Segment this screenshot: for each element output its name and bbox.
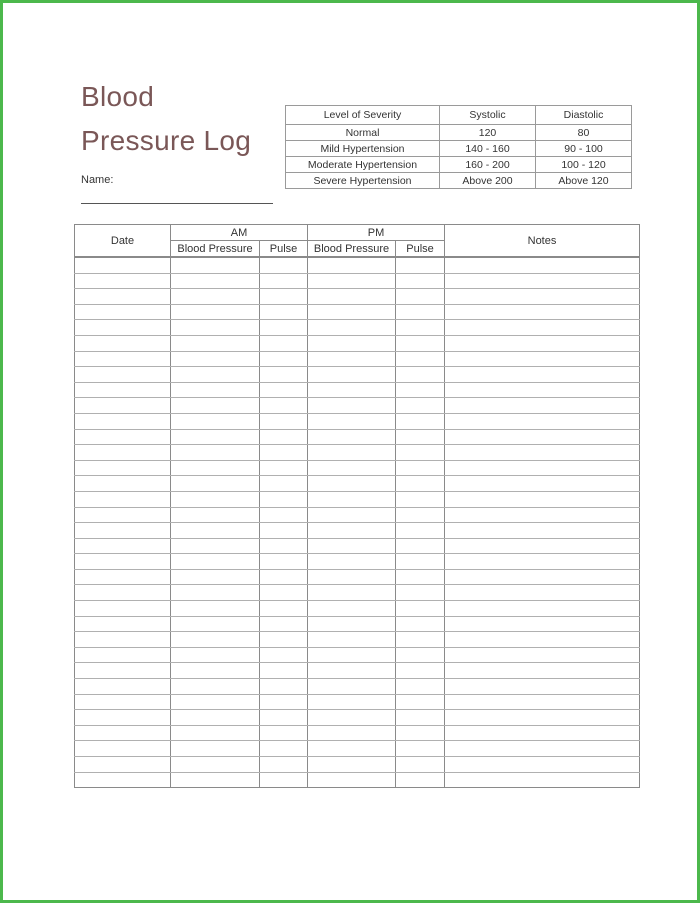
log-header-pm-pulse: Pulse bbox=[396, 241, 445, 258]
severity-row bbox=[286, 157, 632, 173]
log-cell-am-bp[interactable] bbox=[171, 476, 260, 492]
log-cell-date[interactable] bbox=[75, 413, 171, 429]
log-row bbox=[75, 694, 640, 710]
log-cell-date[interactable] bbox=[75, 445, 171, 461]
log-cell-pm-pulse[interactable] bbox=[396, 679, 445, 695]
log-cell-date[interactable] bbox=[75, 257, 171, 273]
log-cell-am-bp[interactable] bbox=[171, 320, 260, 336]
log-cell-pm-pulse[interactable] bbox=[396, 523, 445, 539]
log-cell-notes[interactable] bbox=[445, 679, 640, 695]
log-cell-am-pulse[interactable] bbox=[260, 601, 308, 617]
severity-systolic: 120 bbox=[440, 125, 536, 141]
log-header-am: AM bbox=[171, 225, 308, 241]
log-row bbox=[75, 367, 640, 383]
log-row bbox=[75, 382, 640, 398]
log-cell-am-pulse[interactable] bbox=[260, 289, 308, 305]
log-cell-am-bp[interactable] bbox=[171, 569, 260, 585]
log-cell-pm-bp[interactable] bbox=[308, 398, 396, 414]
name-field-line[interactable] bbox=[81, 203, 273, 204]
log-cell-pm-bp[interactable] bbox=[308, 725, 396, 741]
log-cell-pm-bp[interactable] bbox=[308, 507, 396, 523]
log-cell-pm-bp[interactable] bbox=[308, 741, 396, 757]
severity-diastolic: Above 120 bbox=[536, 173, 632, 189]
log-cell-pm-pulse[interactable] bbox=[396, 320, 445, 336]
severity-header-systolic: Systolic bbox=[440, 106, 536, 125]
log-row bbox=[75, 429, 640, 445]
log-cell-pm-pulse[interactable] bbox=[396, 538, 445, 554]
severity-systolic: 160 - 200 bbox=[440, 157, 536, 173]
log-header-pm: PM bbox=[308, 225, 445, 241]
log-cell-date[interactable] bbox=[75, 476, 171, 492]
log-cell-am-bp[interactable] bbox=[171, 538, 260, 554]
log-cell-notes[interactable] bbox=[445, 320, 640, 336]
log-cell-pm-pulse[interactable] bbox=[396, 273, 445, 289]
log-cell-notes[interactable] bbox=[445, 554, 640, 570]
log-cell-am-pulse[interactable] bbox=[260, 632, 308, 648]
log-cell-notes[interactable] bbox=[445, 741, 640, 757]
log-cell-date[interactable] bbox=[75, 679, 171, 695]
log-cell-notes[interactable] bbox=[445, 413, 640, 429]
severity-row bbox=[286, 141, 632, 157]
log-cell-notes[interactable] bbox=[445, 538, 640, 554]
log-cell-pm-bp[interactable] bbox=[308, 382, 396, 398]
log-cell-pm-pulse[interactable] bbox=[396, 741, 445, 757]
severity-row bbox=[286, 125, 632, 141]
log-row bbox=[75, 772, 640, 788]
log-cell-am-pulse[interactable] bbox=[260, 367, 308, 383]
log-header-notes: Notes bbox=[445, 225, 640, 258]
log-cell-pm-pulse[interactable] bbox=[396, 725, 445, 741]
log-cell-notes[interactable] bbox=[445, 273, 640, 289]
log-cell-am-bp[interactable] bbox=[171, 507, 260, 523]
severity-header-row bbox=[286, 106, 632, 125]
log-row bbox=[75, 351, 640, 367]
log-cell-pm-pulse[interactable] bbox=[396, 647, 445, 663]
log-cell-am-pulse[interactable] bbox=[260, 694, 308, 710]
severity-level: Moderate Hypertension bbox=[286, 157, 440, 173]
log-cell-am-pulse[interactable] bbox=[260, 257, 308, 273]
log-cell-pm-pulse[interactable] bbox=[396, 289, 445, 305]
log-cell-pm-bp[interactable] bbox=[308, 320, 396, 336]
log-cell-pm-pulse[interactable] bbox=[396, 601, 445, 617]
log-cell-pm-pulse[interactable] bbox=[396, 429, 445, 445]
log-cell-date[interactable] bbox=[75, 569, 171, 585]
log-cell-pm-pulse[interactable] bbox=[396, 257, 445, 273]
log-cell-am-pulse[interactable] bbox=[260, 429, 308, 445]
log-cell-pm-bp[interactable] bbox=[308, 538, 396, 554]
log-cell-pm-pulse[interactable] bbox=[396, 398, 445, 414]
log-cell-pm-bp[interactable] bbox=[308, 663, 396, 679]
log-cell-pm-bp[interactable] bbox=[308, 757, 396, 773]
log-cell-pm-pulse[interactable] bbox=[396, 554, 445, 570]
log-row bbox=[75, 601, 640, 617]
log-cell-pm-pulse[interactable] bbox=[396, 569, 445, 585]
log-cell-notes[interactable] bbox=[445, 569, 640, 585]
log-cell-notes[interactable] bbox=[445, 647, 640, 663]
name-label: Name: bbox=[81, 174, 114, 186]
log-cell-pm-pulse[interactable] bbox=[396, 367, 445, 383]
log-cell-pm-pulse[interactable] bbox=[396, 382, 445, 398]
log-cell-am-pulse[interactable] bbox=[260, 382, 308, 398]
log-row bbox=[75, 663, 640, 679]
log-cell-pm-bp[interactable] bbox=[308, 616, 396, 632]
log-cell-am-bp[interactable] bbox=[171, 460, 260, 476]
title-line-1: Blood bbox=[81, 81, 155, 112]
log-cell-am-pulse[interactable] bbox=[260, 710, 308, 726]
log-cell-am-bp[interactable] bbox=[171, 679, 260, 695]
log-header-am-bp: Blood Pressure bbox=[171, 241, 260, 258]
log-cell-am-pulse[interactable] bbox=[260, 320, 308, 336]
log-cell-date[interactable] bbox=[75, 585, 171, 601]
log-cell-date[interactable] bbox=[75, 491, 171, 507]
log-cell-pm-bp[interactable] bbox=[308, 632, 396, 648]
severity-systolic: Above 200 bbox=[440, 173, 536, 189]
log-cell-am-pulse[interactable] bbox=[260, 616, 308, 632]
log-cell-pm-pulse[interactable] bbox=[396, 632, 445, 648]
log-cell-am-pulse[interactable] bbox=[260, 460, 308, 476]
log-cell-notes[interactable] bbox=[445, 367, 640, 383]
log-row bbox=[75, 647, 640, 663]
log-cell-pm-pulse[interactable] bbox=[396, 710, 445, 726]
log-cell-am-pulse[interactable] bbox=[260, 585, 308, 601]
log-cell-am-bp[interactable] bbox=[171, 647, 260, 663]
log-row bbox=[75, 725, 640, 741]
log-cell-pm-bp[interactable] bbox=[308, 585, 396, 601]
log-cell-notes[interactable] bbox=[445, 523, 640, 539]
log-cell-am-bp[interactable] bbox=[171, 398, 260, 414]
log-header-date: Date bbox=[75, 225, 171, 258]
log-cell-notes[interactable] bbox=[445, 382, 640, 398]
log-cell-pm-pulse[interactable] bbox=[396, 507, 445, 523]
log-cell-am-pulse[interactable] bbox=[260, 679, 308, 695]
log-cell-am-bp[interactable] bbox=[171, 257, 260, 273]
log-cell-pm-pulse[interactable] bbox=[396, 694, 445, 710]
log-cell-date[interactable] bbox=[75, 616, 171, 632]
log-cell-am-pulse[interactable] bbox=[260, 647, 308, 663]
log-row bbox=[75, 289, 640, 305]
log-cell-notes[interactable] bbox=[445, 663, 640, 679]
log-cell-pm-pulse[interactable] bbox=[396, 616, 445, 632]
log-cell-pm-pulse[interactable] bbox=[396, 757, 445, 773]
log-cell-notes[interactable] bbox=[445, 476, 640, 492]
log-cell-date[interactable] bbox=[75, 273, 171, 289]
log-header-row bbox=[75, 225, 640, 241]
log-row bbox=[75, 398, 640, 414]
log-cell-date[interactable] bbox=[75, 632, 171, 648]
log-cell-pm-pulse[interactable] bbox=[396, 335, 445, 351]
log-cell-date[interactable] bbox=[75, 601, 171, 617]
log-cell-notes[interactable] bbox=[445, 304, 640, 320]
log-cell-date[interactable] bbox=[75, 367, 171, 383]
log-cell-notes[interactable] bbox=[445, 460, 640, 476]
log-cell-pm-bp[interactable] bbox=[308, 273, 396, 289]
log-cell-notes[interactable] bbox=[445, 585, 640, 601]
log-row bbox=[75, 757, 640, 773]
log-cell-notes[interactable] bbox=[445, 772, 640, 788]
log-row bbox=[75, 569, 640, 585]
log-cell-pm-bp[interactable] bbox=[308, 679, 396, 695]
log-cell-am-bp[interactable] bbox=[171, 663, 260, 679]
log-cell-date[interactable] bbox=[75, 507, 171, 523]
severity-level: Mild Hypertension bbox=[286, 141, 440, 157]
log-cell-pm-bp[interactable] bbox=[308, 351, 396, 367]
log-body bbox=[75, 257, 640, 788]
log-cell-pm-bp[interactable] bbox=[308, 523, 396, 539]
log-cell-date[interactable] bbox=[75, 523, 171, 539]
log-header-pm-bp: Blood Pressure bbox=[308, 241, 396, 258]
log-cell-pm-bp[interactable] bbox=[308, 413, 396, 429]
log-cell-notes[interactable] bbox=[445, 757, 640, 773]
log-cell-notes[interactable] bbox=[445, 351, 640, 367]
log-row bbox=[75, 445, 640, 461]
log-cell-pm-bp[interactable] bbox=[308, 491, 396, 507]
log-cell-notes[interactable] bbox=[445, 616, 640, 632]
log-cell-notes[interactable] bbox=[445, 507, 640, 523]
log-cell-date[interactable] bbox=[75, 741, 171, 757]
log-cell-am-bp[interactable] bbox=[171, 445, 260, 461]
log-cell-am-bp[interactable] bbox=[171, 772, 260, 788]
log-cell-date[interactable] bbox=[75, 647, 171, 663]
log-cell-am-pulse[interactable] bbox=[260, 445, 308, 461]
log-cell-am-bp[interactable] bbox=[171, 335, 260, 351]
log-cell-notes[interactable] bbox=[445, 289, 640, 305]
log-cell-am-bp[interactable] bbox=[171, 741, 260, 757]
log-row bbox=[75, 741, 640, 757]
log-cell-am-pulse[interactable] bbox=[260, 413, 308, 429]
log-cell-am-bp[interactable] bbox=[171, 616, 260, 632]
log-cell-am-bp[interactable] bbox=[171, 757, 260, 773]
log-cell-am-pulse[interactable] bbox=[260, 476, 308, 492]
log-cell-notes[interactable] bbox=[445, 257, 640, 273]
log-cell-date[interactable] bbox=[75, 398, 171, 414]
log-cell-pm-bp[interactable] bbox=[308, 367, 396, 383]
log-cell-notes[interactable] bbox=[445, 710, 640, 726]
log-cell-am-bp[interactable] bbox=[171, 351, 260, 367]
log-row bbox=[75, 679, 640, 695]
log-cell-pm-bp[interactable] bbox=[308, 569, 396, 585]
log-cell-notes[interactable] bbox=[445, 491, 640, 507]
log-table bbox=[74, 224, 640, 788]
log-cell-am-pulse[interactable] bbox=[260, 335, 308, 351]
log-cell-pm-bp[interactable] bbox=[308, 710, 396, 726]
log-cell-am-pulse[interactable] bbox=[260, 491, 308, 507]
log-cell-am-bp[interactable] bbox=[171, 523, 260, 539]
log-cell-date[interactable] bbox=[75, 429, 171, 445]
log-cell-notes[interactable] bbox=[445, 632, 640, 648]
title-line-2: Pressure Log bbox=[81, 125, 252, 156]
log-cell-am-pulse[interactable] bbox=[260, 741, 308, 757]
log-row bbox=[75, 476, 640, 492]
log-cell-notes[interactable] bbox=[445, 429, 640, 445]
log-row bbox=[75, 491, 640, 507]
log-cell-am-bp[interactable] bbox=[171, 694, 260, 710]
log-cell-pm-pulse[interactable] bbox=[396, 585, 445, 601]
log-cell-date[interactable] bbox=[75, 725, 171, 741]
log-cell-pm-bp[interactable] bbox=[308, 429, 396, 445]
severity-header-level: Level of Severity bbox=[286, 106, 440, 125]
log-header-am-pulse: Pulse bbox=[260, 241, 308, 258]
log-row bbox=[75, 632, 640, 648]
log-cell-notes[interactable] bbox=[445, 694, 640, 710]
log-row bbox=[75, 320, 640, 336]
log-cell-pm-bp[interactable] bbox=[308, 335, 396, 351]
log-cell-am-bp[interactable] bbox=[171, 273, 260, 289]
log-cell-date[interactable] bbox=[75, 289, 171, 305]
log-cell-am-pulse[interactable] bbox=[260, 725, 308, 741]
log-cell-pm-bp[interactable] bbox=[308, 289, 396, 305]
log-cell-pm-pulse[interactable] bbox=[396, 413, 445, 429]
log-row bbox=[75, 507, 640, 523]
log-row bbox=[75, 554, 640, 570]
log-row bbox=[75, 273, 640, 289]
log-cell-am-bp[interactable] bbox=[171, 289, 260, 305]
log-cell-am-pulse[interactable] bbox=[260, 569, 308, 585]
log-cell-notes[interactable] bbox=[445, 335, 640, 351]
log-cell-am-bp[interactable] bbox=[171, 304, 260, 320]
log-cell-date[interactable] bbox=[75, 757, 171, 773]
log-row bbox=[75, 304, 640, 320]
log-cell-am-bp[interactable] bbox=[171, 413, 260, 429]
log-cell-notes[interactable] bbox=[445, 601, 640, 617]
log-row bbox=[75, 523, 640, 539]
log-cell-date[interactable] bbox=[75, 554, 171, 570]
log-cell-date[interactable] bbox=[75, 382, 171, 398]
log-cell-am-bp[interactable] bbox=[171, 491, 260, 507]
log-cell-date[interactable] bbox=[75, 335, 171, 351]
severity-systolic: 140 - 160 bbox=[440, 141, 536, 157]
log-cell-am-pulse[interactable] bbox=[260, 772, 308, 788]
log-cell-date[interactable] bbox=[75, 694, 171, 710]
severity-table bbox=[285, 105, 632, 189]
log-cell-date[interactable] bbox=[75, 663, 171, 679]
log-cell-date[interactable] bbox=[75, 772, 171, 788]
log-cell-pm-pulse[interactable] bbox=[396, 445, 445, 461]
log-cell-pm-pulse[interactable] bbox=[396, 460, 445, 476]
log-cell-notes[interactable] bbox=[445, 725, 640, 741]
log-row bbox=[75, 257, 640, 273]
log-cell-am-bp[interactable] bbox=[171, 382, 260, 398]
log-row bbox=[75, 335, 640, 351]
log-cell-pm-bp[interactable] bbox=[308, 257, 396, 273]
log-cell-notes[interactable] bbox=[445, 445, 640, 461]
log-cell-am-pulse[interactable] bbox=[260, 351, 308, 367]
log-cell-date[interactable] bbox=[75, 304, 171, 320]
log-cell-pm-bp[interactable] bbox=[308, 460, 396, 476]
log-cell-am-pulse[interactable] bbox=[260, 523, 308, 539]
log-cell-pm-bp[interactable] bbox=[308, 445, 396, 461]
log-row bbox=[75, 710, 640, 726]
log-cell-am-pulse[interactable] bbox=[260, 663, 308, 679]
log-cell-am-pulse[interactable] bbox=[260, 554, 308, 570]
log-cell-am-bp[interactable] bbox=[171, 367, 260, 383]
severity-diastolic: 80 bbox=[536, 125, 632, 141]
log-cell-pm-bp[interactable] bbox=[308, 647, 396, 663]
log-cell-am-pulse[interactable] bbox=[260, 304, 308, 320]
log-cell-am-bp[interactable] bbox=[171, 725, 260, 741]
log-cell-date[interactable] bbox=[75, 320, 171, 336]
severity-header-diastolic: Diastolic bbox=[536, 106, 632, 125]
log-cell-am-bp[interactable] bbox=[171, 632, 260, 648]
log-cell-am-pulse[interactable] bbox=[260, 538, 308, 554]
page-title bbox=[81, 75, 251, 163]
log-cell-am-bp[interactable] bbox=[171, 585, 260, 601]
log-cell-pm-bp[interactable] bbox=[308, 554, 396, 570]
log-cell-date[interactable] bbox=[75, 538, 171, 554]
log-row bbox=[75, 585, 640, 601]
log-cell-pm-bp[interactable] bbox=[308, 304, 396, 320]
log-cell-am-bp[interactable] bbox=[171, 429, 260, 445]
log-cell-am-pulse[interactable] bbox=[260, 507, 308, 523]
severity-level: Normal bbox=[286, 125, 440, 141]
log-cell-am-pulse[interactable] bbox=[260, 273, 308, 289]
log-cell-pm-bp[interactable] bbox=[308, 476, 396, 492]
severity-diastolic: 100 - 120 bbox=[536, 157, 632, 173]
log-cell-pm-pulse[interactable] bbox=[396, 772, 445, 788]
log-row bbox=[75, 538, 640, 554]
log-cell-pm-pulse[interactable] bbox=[396, 351, 445, 367]
log-cell-pm-bp[interactable] bbox=[308, 694, 396, 710]
log-cell-am-pulse[interactable] bbox=[260, 398, 308, 414]
log-cell-pm-pulse[interactable] bbox=[396, 304, 445, 320]
log-cell-pm-bp[interactable] bbox=[308, 772, 396, 788]
log-cell-am-bp[interactable] bbox=[171, 601, 260, 617]
log-cell-date[interactable] bbox=[75, 351, 171, 367]
log-cell-am-bp[interactable] bbox=[171, 554, 260, 570]
log-row bbox=[75, 616, 640, 632]
log-row bbox=[75, 460, 640, 476]
log-cell-notes[interactable] bbox=[445, 398, 640, 414]
log-cell-pm-bp[interactable] bbox=[308, 601, 396, 617]
log-cell-pm-pulse[interactable] bbox=[396, 476, 445, 492]
log-cell-am-pulse[interactable] bbox=[260, 757, 308, 773]
log-cell-date[interactable] bbox=[75, 710, 171, 726]
severity-diastolic: 90 - 100 bbox=[536, 141, 632, 157]
severity-level: Severe Hypertension bbox=[286, 173, 440, 189]
severity-row bbox=[286, 173, 632, 189]
log-cell-pm-pulse[interactable] bbox=[396, 491, 445, 507]
log-cell-am-bp[interactable] bbox=[171, 710, 260, 726]
log-row bbox=[75, 413, 640, 429]
log-cell-date[interactable] bbox=[75, 460, 171, 476]
log-cell-pm-pulse[interactable] bbox=[396, 663, 445, 679]
